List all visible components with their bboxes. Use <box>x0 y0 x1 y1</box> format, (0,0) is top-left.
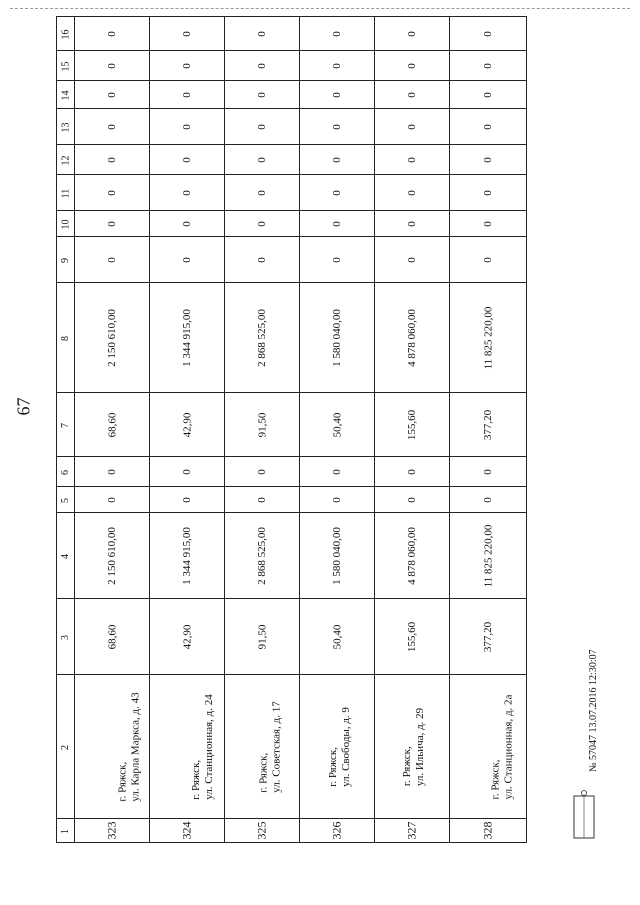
table-cell <box>375 393 450 457</box>
cell-value: 0 <box>406 189 418 196</box>
table-cell <box>225 175 300 211</box>
table-cell <box>450 393 527 457</box>
table-row-col-3 <box>57 599 527 675</box>
column-number-label: 1 <box>60 828 71 834</box>
table-cell <box>450 819 527 843</box>
address-line: ул. Станционная, д. 24 <box>202 693 215 800</box>
cell-value: 0 <box>482 189 494 196</box>
table-cell <box>300 51 375 81</box>
table-row-col-14 <box>57 81 527 109</box>
table-cell <box>375 51 450 81</box>
table-row-col-1 <box>57 819 527 843</box>
column-number-label: 12 <box>60 155 71 165</box>
table-row-col-8 <box>57 283 527 393</box>
column-number <box>57 819 75 843</box>
table-cell <box>450 175 527 211</box>
table-cell <box>375 145 450 175</box>
cell-value: 0 <box>106 496 118 503</box>
cell-value: 0 <box>256 30 268 37</box>
table-cell <box>75 17 150 51</box>
table-cell <box>375 237 450 283</box>
table-cell <box>150 81 225 109</box>
table-cell <box>450 487 527 513</box>
table-cell <box>375 17 450 51</box>
column-number <box>57 109 75 145</box>
table-cell <box>300 237 375 283</box>
table-cell <box>375 283 450 393</box>
cell-value: 0 <box>406 220 418 227</box>
cell-value: 0 <box>482 496 494 503</box>
cell-value: 0 <box>482 256 494 263</box>
address-line: ул. Советская, д. 17 <box>270 700 283 793</box>
column-number <box>57 513 75 599</box>
cell-value: 0 <box>482 62 494 69</box>
table-row-col-12 <box>57 145 527 175</box>
row-index: 323 <box>104 821 119 840</box>
column-number <box>57 599 75 675</box>
cell-value: 68,60 <box>106 624 118 649</box>
address-text <box>190 694 216 800</box>
table-cell <box>75 393 150 457</box>
cell-value: 0 <box>256 189 268 196</box>
address-text <box>489 694 515 799</box>
table-cell <box>225 819 300 843</box>
column-number-label: 9 <box>60 257 71 263</box>
table-cell <box>75 675 150 819</box>
table-row-col-13 <box>57 109 527 145</box>
cell-value: 4 878 060,00 <box>406 526 418 585</box>
table-row-col-2 <box>57 675 527 819</box>
table-cell <box>300 81 375 109</box>
cell-value: 0 <box>181 30 193 37</box>
cell-value: 0 <box>106 123 118 130</box>
cell-value: 0 <box>256 256 268 263</box>
table-row-col-15 <box>57 51 527 81</box>
cell-value: 0 <box>106 256 118 263</box>
table-cell <box>150 457 225 487</box>
address-line: г. Ряжск, <box>116 761 129 802</box>
table-cell <box>75 513 150 599</box>
table-row-col-6 <box>57 457 527 487</box>
cell-value: 1 580 040,00 <box>331 308 343 367</box>
cell-value: 1 344 915,00 <box>181 526 193 585</box>
cell-value: 0 <box>406 30 418 37</box>
table-cell <box>450 513 527 599</box>
table-cell <box>75 175 150 211</box>
cell-value: 2 150 610,00 <box>106 526 118 585</box>
cell-value: 68,60 <box>106 412 118 437</box>
address-line: г. Ряжск, <box>189 759 202 800</box>
table-row-col-10 <box>57 211 527 237</box>
table-cell <box>450 109 527 145</box>
column-number-label: 6 <box>60 469 71 475</box>
cell-value: 0 <box>482 156 494 163</box>
address-line: ул. Станционная, д. 2а <box>502 694 515 799</box>
cell-value: 0 <box>406 123 418 130</box>
cell-value: 2 868 525,00 <box>256 526 268 585</box>
address-text <box>117 692 143 801</box>
table-cell <box>150 175 225 211</box>
table-cell <box>150 17 225 51</box>
address-text <box>401 707 427 785</box>
cell-value: 11 825 220,00 <box>482 306 494 369</box>
cell-value: 0 <box>181 156 193 163</box>
column-number-label: 7 <box>60 422 71 428</box>
page-number: 67 <box>13 397 34 416</box>
table-cell <box>75 487 150 513</box>
cell-value: 0 <box>482 91 494 98</box>
column-number <box>57 283 75 393</box>
table-cell <box>300 109 375 145</box>
cell-value: 0 <box>406 156 418 163</box>
column-number-label: 11 <box>59 188 71 198</box>
address-text <box>258 701 284 792</box>
address-line: ул. Свободы, д. 9 <box>339 706 352 787</box>
table-cell <box>75 211 150 237</box>
column-number <box>57 211 75 237</box>
column-number <box>57 457 75 487</box>
table-cell <box>450 675 527 819</box>
table-cell <box>75 457 150 487</box>
cell-value: 0 <box>181 123 193 130</box>
column-number <box>57 393 75 457</box>
cell-value: 0 <box>256 468 268 475</box>
column-number-label: 13 <box>60 122 71 132</box>
cell-value: 1 344 915,00 <box>181 308 193 367</box>
table-cell <box>225 513 300 599</box>
table-cell <box>375 513 450 599</box>
table-row-col-7 <box>57 393 527 457</box>
cell-value: 0 <box>331 220 343 227</box>
address-line: г. Ряжск, <box>489 759 502 799</box>
table-row-col-4 <box>57 513 527 599</box>
cell-value: 0 <box>256 123 268 130</box>
table-cell <box>150 599 225 675</box>
cell-value: 0 <box>482 468 494 475</box>
cell-value: 0 <box>331 468 343 475</box>
cell-value: 0 <box>331 123 343 130</box>
address-line: ул. Карла Маркса, д. 43 <box>129 691 142 802</box>
column-number <box>57 145 75 175</box>
table-cell <box>225 211 300 237</box>
column-number <box>57 51 75 81</box>
cell-value: 0 <box>406 468 418 475</box>
table-cell <box>450 145 527 175</box>
column-number <box>57 81 75 109</box>
table-row-col-5 <box>57 487 527 513</box>
table-cell <box>225 51 300 81</box>
cell-value: 11 825 220,00 <box>482 524 494 587</box>
cell-value: 377,20 <box>482 409 494 440</box>
cell-value: 155,60 <box>406 409 418 440</box>
cell-value: 0 <box>406 91 418 98</box>
table-cell <box>225 393 300 457</box>
address-text <box>327 707 353 787</box>
table-cell <box>375 819 450 843</box>
cell-value: 0 <box>181 91 193 98</box>
table-cell <box>150 211 225 237</box>
table-cell <box>375 457 450 487</box>
cell-value: 4 878 060,00 <box>406 308 418 367</box>
cell-value: 0 <box>256 220 268 227</box>
cell-value: 0 <box>482 123 494 130</box>
cell-value: 0 <box>181 189 193 196</box>
table-cell <box>225 145 300 175</box>
table-cell <box>300 487 375 513</box>
cell-value: 0 <box>331 30 343 37</box>
cell-value: 42,90 <box>181 412 193 437</box>
table-cell <box>150 513 225 599</box>
row-index: 325 <box>254 821 269 840</box>
table-cell <box>150 145 225 175</box>
cell-value: 0 <box>256 62 268 69</box>
table-cell <box>300 819 375 843</box>
table-cell <box>375 487 450 513</box>
cell-value: 0 <box>406 496 418 503</box>
table-cell <box>225 599 300 675</box>
cell-value: 377,20 <box>482 621 494 652</box>
cell-value: 0 <box>181 496 193 503</box>
cell-value: 0 <box>331 62 343 69</box>
cell-value: 2 868 525,00 <box>256 308 268 367</box>
table-cell <box>300 675 375 819</box>
table-cell <box>75 283 150 393</box>
table-cell <box>225 109 300 145</box>
table-cell <box>375 599 450 675</box>
row-index: 324 <box>179 821 194 840</box>
cell-value: 0 <box>106 62 118 69</box>
column-number-label: 4 <box>60 553 71 559</box>
cell-value: 0 <box>106 220 118 227</box>
top-scan-line <box>10 8 630 9</box>
table-cell <box>150 283 225 393</box>
table-row-col-16 <box>57 17 527 51</box>
table-cell <box>300 283 375 393</box>
table-cell <box>375 211 450 237</box>
table-cell <box>450 599 527 675</box>
table-cell <box>225 17 300 51</box>
table-cell <box>450 457 527 487</box>
cell-value: 0 <box>331 496 343 503</box>
table-cell <box>450 17 527 51</box>
table-cell <box>225 237 300 283</box>
table-cell <box>300 145 375 175</box>
address-line: г. Ряжск, <box>401 745 414 786</box>
cell-value: 0 <box>106 468 118 475</box>
table-cell <box>300 175 375 211</box>
column-number-label: 14 <box>60 90 71 100</box>
column-number <box>57 487 75 513</box>
registry-stamp-icon <box>570 790 600 844</box>
address-line: г. Ряжск, <box>326 746 339 787</box>
table-cell <box>150 487 225 513</box>
cell-value: 0 <box>331 256 343 263</box>
cell-value: 1 580 040,00 <box>331 526 343 585</box>
cell-value: 2 150 610,00 <box>106 308 118 367</box>
address-line: ул. Ильича, д. 29 <box>414 707 427 786</box>
column-number-label: 5 <box>60 497 71 503</box>
table-cell <box>375 81 450 109</box>
column-number <box>57 175 75 211</box>
cell-value: 0 <box>256 156 268 163</box>
table-cell <box>75 237 150 283</box>
address-line: г. Ряжск, <box>257 752 270 793</box>
table-cell <box>450 51 527 81</box>
cell-value: 0 <box>331 189 343 196</box>
table-cell <box>150 675 225 819</box>
cell-value: 91,50 <box>256 624 268 649</box>
table-cell <box>225 457 300 487</box>
row-index: 327 <box>404 821 419 840</box>
cell-value: 0 <box>331 91 343 98</box>
cell-value: 0 <box>106 189 118 196</box>
cell-value: 0 <box>256 496 268 503</box>
row-index: 326 <box>329 821 344 840</box>
table-cell <box>300 599 375 675</box>
column-number-label: 8 <box>60 335 71 341</box>
table-cell <box>450 283 527 393</box>
cell-value: 0 <box>256 91 268 98</box>
table-cell <box>150 237 225 283</box>
cell-value: 0 <box>482 220 494 227</box>
table-row-col-11 <box>57 175 527 211</box>
cell-value: 42,90 <box>181 624 193 649</box>
cell-value: 0 <box>181 220 193 227</box>
table-cell <box>75 819 150 843</box>
cell-value: 0 <box>331 156 343 163</box>
document-reference: № 57047 13.07.2016 12:30:07 <box>588 649 599 772</box>
column-number-label: 2 <box>60 744 71 750</box>
data-table <box>56 16 526 840</box>
table-cell <box>300 393 375 457</box>
column-number <box>57 237 75 283</box>
cell-value: 50,40 <box>331 412 343 437</box>
table-cell <box>75 599 150 675</box>
table-cell <box>75 51 150 81</box>
table-cell <box>450 237 527 283</box>
cell-value: 0 <box>106 30 118 37</box>
table-cell <box>75 145 150 175</box>
table-cell <box>300 17 375 51</box>
table-cell <box>150 51 225 81</box>
table-cell <box>300 513 375 599</box>
table-cell <box>225 675 300 819</box>
column-number-label: 15 <box>60 61 71 71</box>
table-cell <box>150 109 225 145</box>
cell-value: 0 <box>406 62 418 69</box>
table-cell <box>300 457 375 487</box>
cell-value: 0 <box>406 256 418 263</box>
table-cell <box>225 81 300 109</box>
table-cell <box>375 109 450 145</box>
row-index: 328 <box>480 821 495 840</box>
table-cell <box>375 175 450 211</box>
column-number-label: 16 <box>60 29 71 39</box>
table-cell <box>300 211 375 237</box>
table-cell <box>225 283 300 393</box>
cell-value: 0 <box>181 468 193 475</box>
cell-value: 50,40 <box>331 624 343 649</box>
table-cell <box>150 819 225 843</box>
table-cell <box>75 109 150 145</box>
register-table <box>56 16 527 843</box>
table-row-col-9 <box>57 237 527 283</box>
cell-value: 0 <box>181 256 193 263</box>
column-number <box>57 17 75 51</box>
column-number <box>57 675 75 819</box>
cell-value: 155,60 <box>406 621 418 652</box>
cell-value: 91,50 <box>256 412 268 437</box>
table-cell <box>150 393 225 457</box>
column-number-label: 3 <box>60 634 71 640</box>
cell-value: 0 <box>106 91 118 98</box>
cell-value: 0 <box>482 30 494 37</box>
table-cell <box>450 211 527 237</box>
cell-value: 0 <box>181 62 193 69</box>
column-number-label: 10 <box>60 219 71 229</box>
cell-value: 0 <box>106 156 118 163</box>
table-cell <box>375 675 450 819</box>
table-cell <box>450 81 527 109</box>
table-cell <box>225 487 300 513</box>
table-cell <box>75 81 150 109</box>
